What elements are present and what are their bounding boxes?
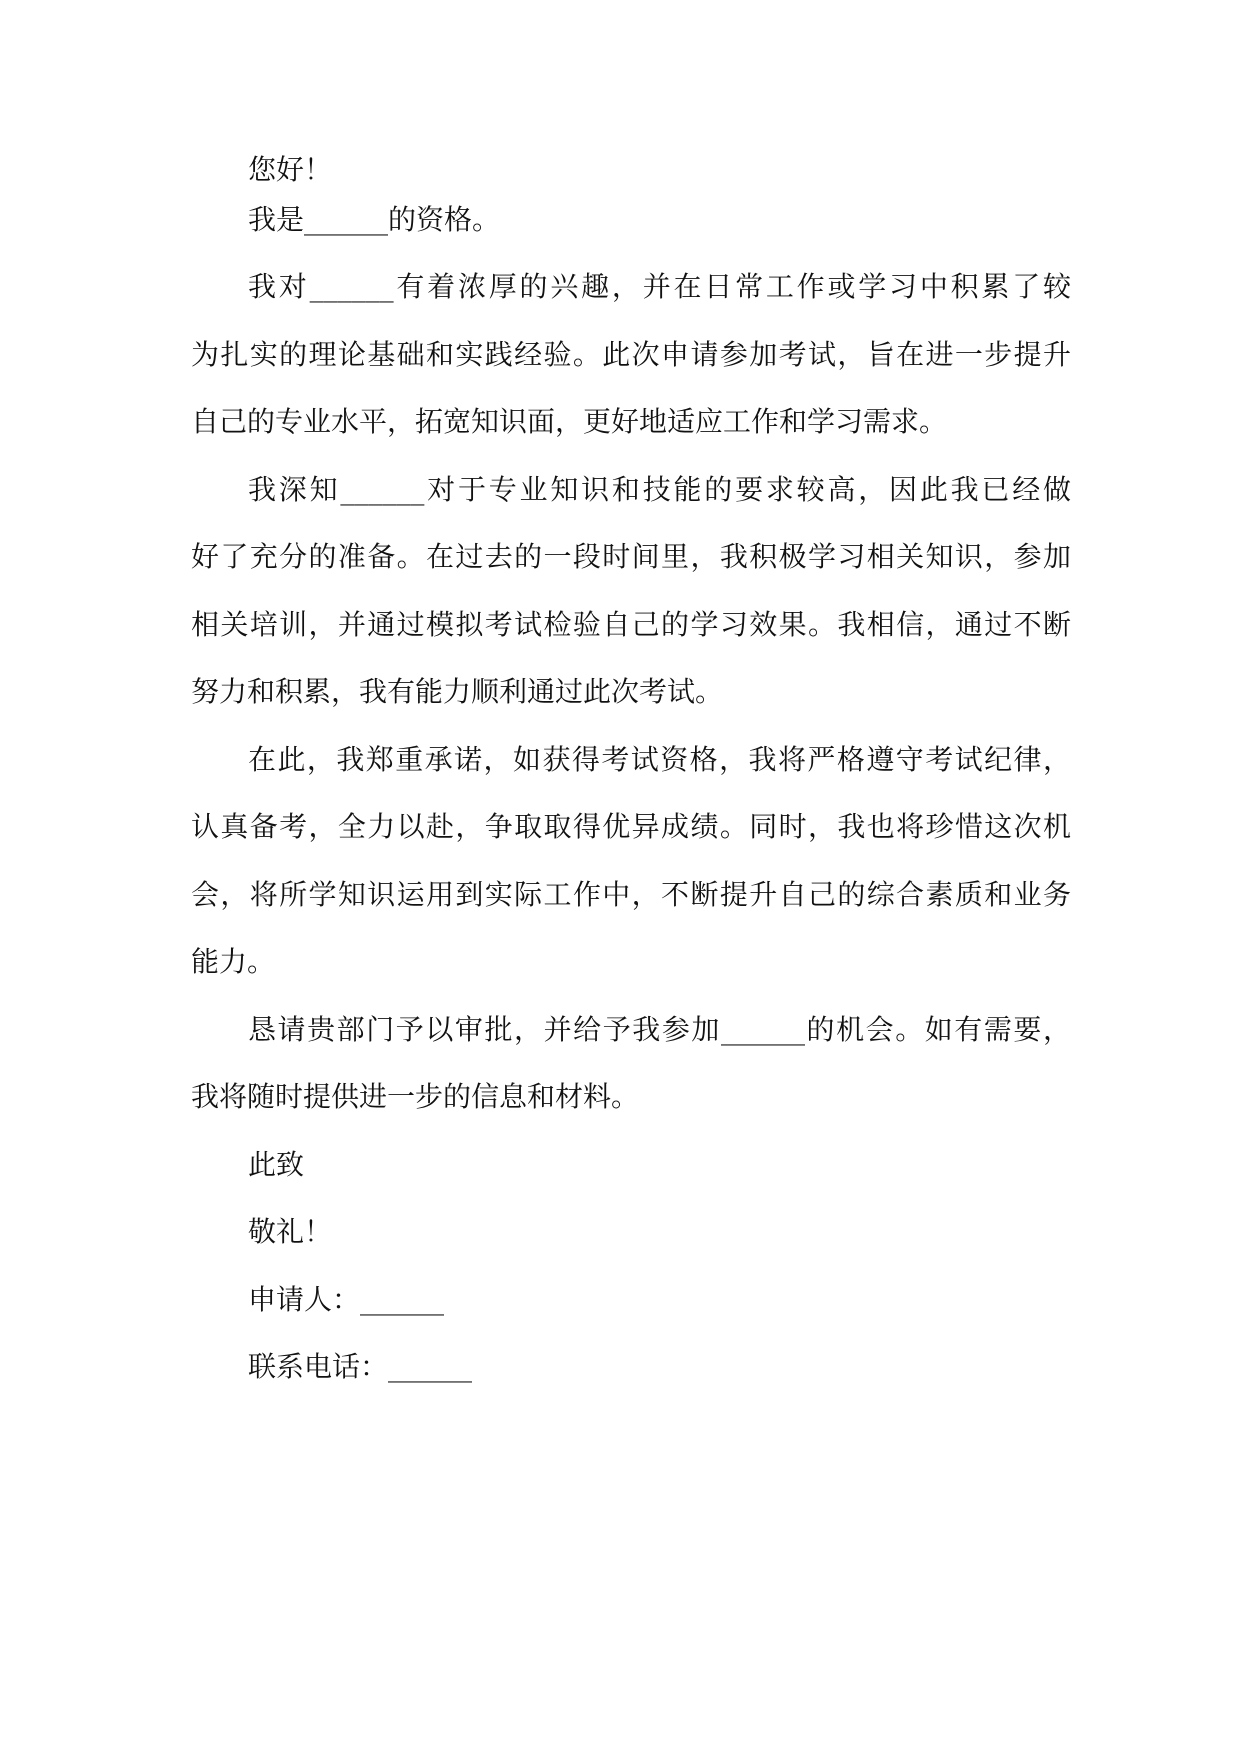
- phone-line: 联系电话：______: [248, 1350, 473, 1383]
- paragraph-4-line-2: 认真备考，全力以赴，争取取得优异成绩。同时，我也将珍惜这次机: [191, 810, 1071, 843]
- paragraph-1-line-1: 我是______的资格。: [248, 203, 501, 236]
- paragraph-5-line-1: 恳请贵部门予以审批，并给予我参加______的机会。如有需要，: [248, 1013, 1071, 1046]
- paragraph-5-line-2: 我将随时提供进一步的信息和材料。: [191, 1080, 640, 1113]
- paragraph-3-line-4: 努力和积累，我有能力顺利通过此次考试。: [191, 675, 724, 708]
- greeting: 您好！: [248, 153, 333, 186]
- paragraph-3-line-1: 我深知______对于专业知识和技能的要求较高，因此我已经做: [248, 473, 1071, 506]
- paragraph-2-line-2: 为扎实的理论基础和实践经验。此次申请参加考试，旨在进一步提升: [191, 338, 1071, 371]
- applicant-line: 申请人：______: [248, 1283, 445, 1316]
- paragraph-4-line-1: 在此，我郑重承诺，如获得考试资格，我将严格遵守考试纪律，: [248, 743, 1071, 776]
- closing-cizhi: 此致: [248, 1148, 305, 1181]
- paragraph-4-line-4: 能力。: [191, 945, 276, 978]
- paragraph-2-line-3: 自己的专业水平，拓宽知识面，更好地适应工作和学习需求。: [191, 405, 948, 438]
- paragraph-2-line-1: 我对______有着浓厚的兴趣，并在日常工作或学习中积累了较: [248, 270, 1071, 303]
- closing-jingli: 敬礼！: [248, 1215, 333, 1248]
- paragraph-3-line-2: 好了充分的准备。在过去的一段时间里，我积极学习相关知识，参加: [191, 540, 1071, 573]
- paragraph-4-line-3: 会，将所学知识运用到实际工作中，不断提升自己的综合素质和业务: [191, 878, 1071, 911]
- paragraph-3-line-3: 相关培训，并通过模拟考试检验自己的学习效果。我相信，通过不断: [191, 608, 1071, 641]
